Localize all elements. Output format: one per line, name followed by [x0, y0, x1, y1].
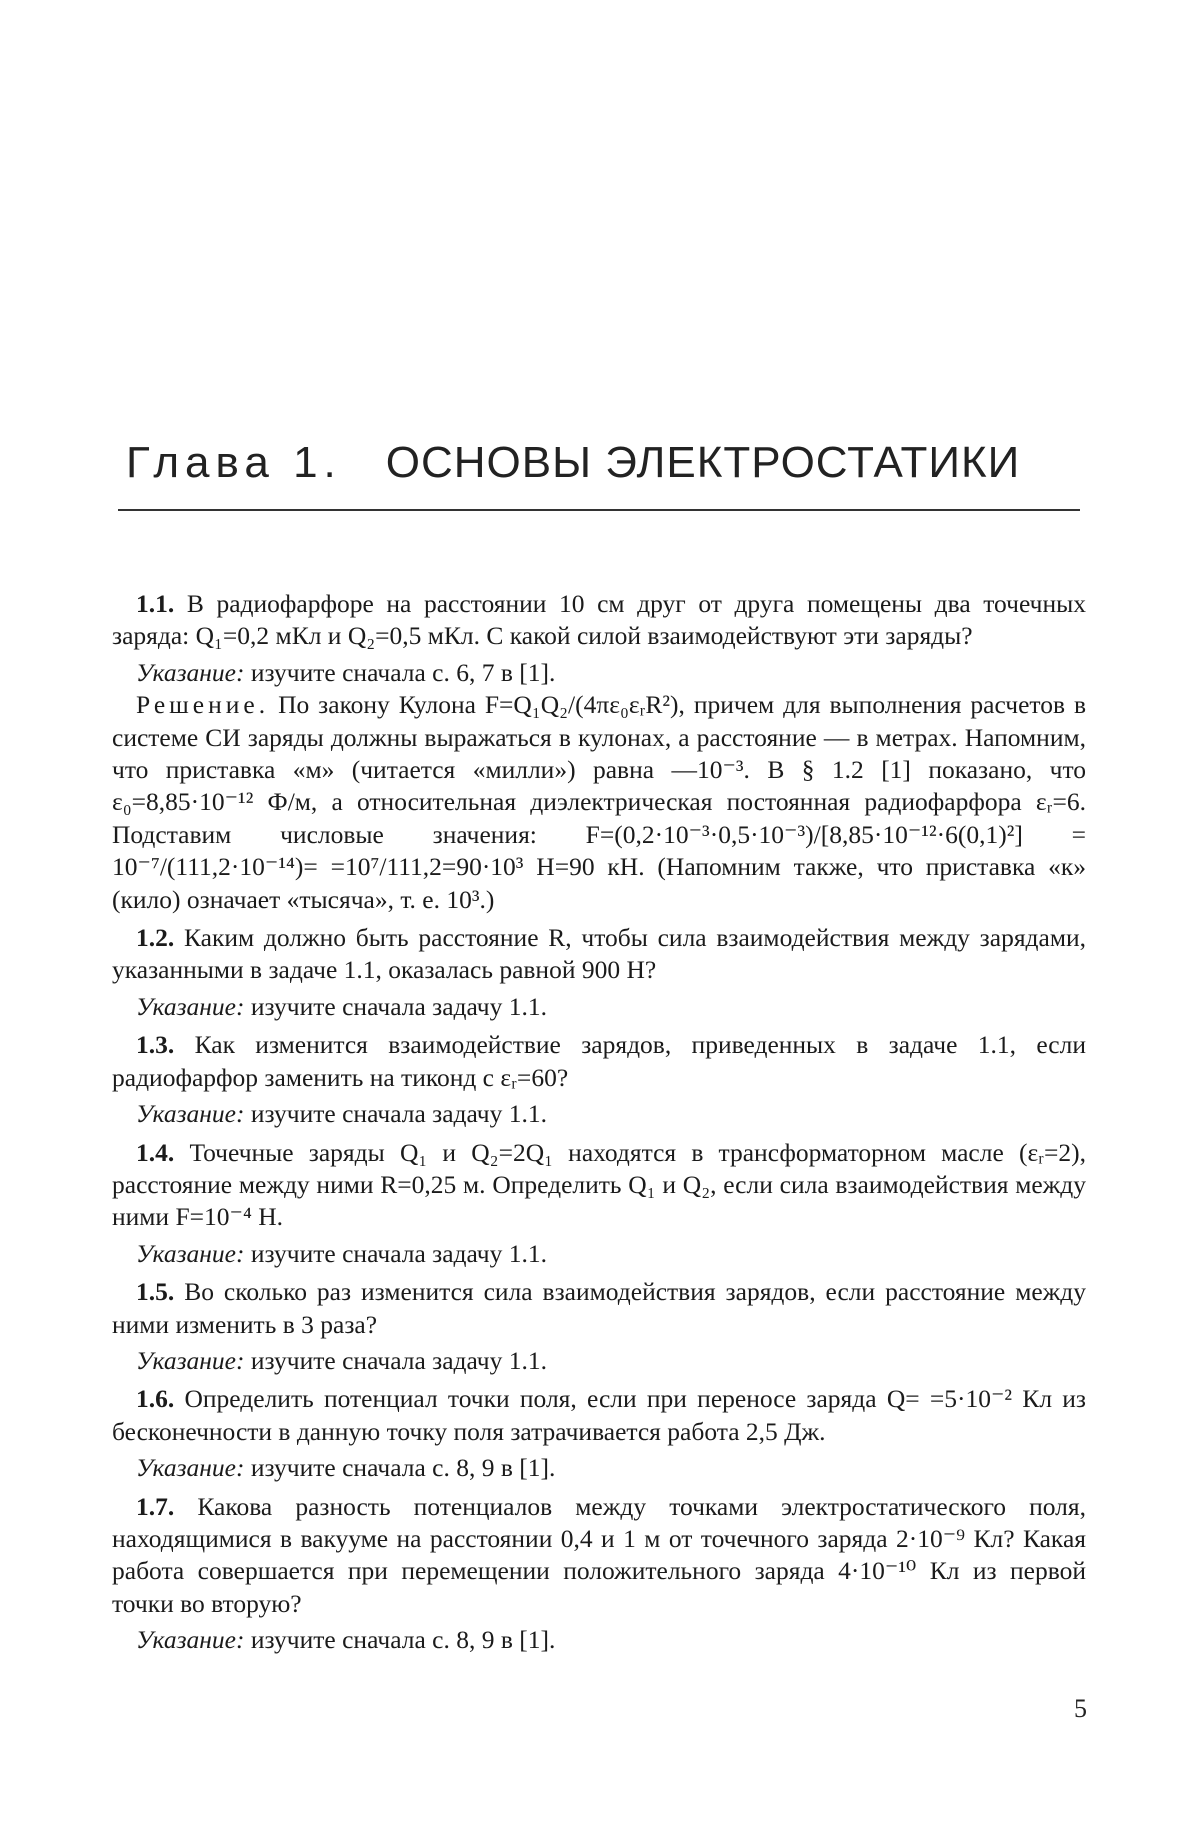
hint-label: Указание:	[136, 991, 245, 1021]
solution-label: Решение.	[136, 690, 270, 720]
problem-1-6	[112, 1383, 1086, 1484]
problem-text: Точечные заряды Q₁ и Q₂=2Q₁ находятся в трансформаторном масле (εᵣ=2), расстояние между ними R=0,25 м. Определить Q₁ и Q₂, если сила взаимодействия между ними F=10⁻⁴ Н.	[112, 1137, 1086, 1232]
problem-1-3	[112, 1029, 1086, 1130]
problem-number: 1.3.	[136, 1030, 175, 1060]
problem-solution	[112, 689, 1086, 916]
hint-text: изучите сначала задачу 1.1.	[250, 1099, 548, 1129]
hint-label: Указание:	[136, 657, 245, 687]
hint-label: Указание:	[136, 1099, 245, 1129]
chapter-heading	[126, 438, 1086, 488]
heading-rule	[118, 509, 1080, 511]
problem-hint	[112, 1345, 1086, 1377]
problem-text: Определить потенциал точки поля, если при переносе заряда Q= =5·10⁻² Кл из бесконечности в данную точку поля затрачивается работа 2,5 Дж.	[112, 1384, 1086, 1446]
problem-text: В радиофарфоре на расстоянии 10 см друг от друга помещены два точечных заряда: Q₁=0,2 мКл и Q₂=0,5 мКл. С какой силой взаимодействуют эти заряды?	[112, 589, 1086, 651]
hint-text: изучите сначала с. 6, 7 в [1].	[250, 657, 556, 687]
problem-statement	[112, 588, 1086, 653]
page-number: 5	[1074, 1694, 1087, 1723]
problem-statement	[112, 1137, 1086, 1234]
problems-list	[112, 588, 1086, 1657]
problem-1-5	[112, 1276, 1086, 1377]
problem-number: 1.5.	[136, 1277, 175, 1307]
hint-label: Указание:	[136, 1345, 245, 1375]
problem-number: 1.4.	[136, 1137, 175, 1167]
problem-1-2	[112, 922, 1086, 1023]
hint-label: Указание:	[136, 1625, 245, 1655]
problem-statement	[112, 1491, 1086, 1621]
problem-text: Как изменится взаимодействие зарядов, приведенных в задаче 1.1, если радиофарфор заменить на тиконд с εᵣ=60?	[112, 1030, 1087, 1092]
hint-text: изучите сначала с. 8, 9 в [1].	[250, 1625, 556, 1655]
hint-text: изучите сначала задачу 1.1.	[250, 1345, 548, 1375]
solution-text: По закону Кулона F=Q₁Q₂/(4πε₀εᵣR²), причем для выполнения расчетов в системе СИ заряды должны выражаться в кулонах, а расстояние — в метрах. Напомним, что приставка «м» (читается «милли») равна —10⁻³. В § 1.2 [1] показано, что ε₀=8,85·10⁻¹² Ф/м, а относительная диэлектрическая постоянная радиофарфора εᵣ=6. Подставим числовые значения: F=(0,2·10⁻³·0,5·10⁻³)/[8,85·10⁻¹²·6(0,1)²] = 10⁻⁷/(111,2·10⁻¹⁴)= =10⁷/111,2=90·10³ Н=90 кН. (Напомним также, что приставка «к» (кило) означает «тысяча», т. е. 10³.)	[112, 690, 1086, 914]
problem-hint	[112, 1452, 1086, 1484]
problem-statement	[112, 1276, 1086, 1341]
problem-text: Какова разность потенциалов между точками электростатического поля, находящимися в вакууме на расстоянии 0,4 и 1 м от точечного заряда 2·10⁻⁹ Кл? Какая работа совершается при перемещении положительного заряда 4·10⁻¹⁰ Кл из первой точки во вторую?	[112, 1491, 1087, 1618]
problem-number: 1.2.	[136, 923, 175, 953]
chapter-label: Глава 1.	[126, 438, 342, 487]
hint-text: изучите сначала задачу 1.1.	[250, 1238, 548, 1268]
hint-text: изучите сначала задачу 1.1.	[250, 991, 548, 1021]
hint-text: изучите сначала с. 8, 9 в [1].	[250, 1453, 556, 1483]
problem-1-1	[112, 588, 1086, 916]
problem-number: 1.7.	[136, 1491, 175, 1521]
problem-number: 1.6.	[136, 1384, 175, 1414]
problem-text: Во сколько раз изменится сила взаимодействия зарядов, если расстояние между ними изменить в 3 раза?	[112, 1277, 1087, 1339]
problem-statement	[112, 1029, 1086, 1094]
chapter-title: ОСНОВЫ ЭЛЕКТРОСТАТИКИ	[385, 438, 1021, 487]
problem-hint	[112, 1624, 1086, 1656]
problem-text: Каким должно быть расстояние R, чтобы сила взаимодействия между зарядами, указанными в задаче 1.1, оказалась равной 900 Н?	[112, 923, 1086, 985]
problem-hint	[112, 991, 1086, 1023]
problem-hint	[112, 657, 1086, 689]
problem-number: 1.1.	[136, 589, 175, 618]
problem-1-7	[112, 1491, 1086, 1657]
problem-statement	[112, 922, 1086, 987]
problem-hint	[112, 1098, 1086, 1130]
hint-label: Указание:	[136, 1238, 245, 1268]
problem-1-4	[112, 1137, 1086, 1271]
hint-label: Указание:	[136, 1453, 245, 1483]
problem-hint	[112, 1238, 1086, 1270]
problem-statement	[112, 1383, 1086, 1448]
